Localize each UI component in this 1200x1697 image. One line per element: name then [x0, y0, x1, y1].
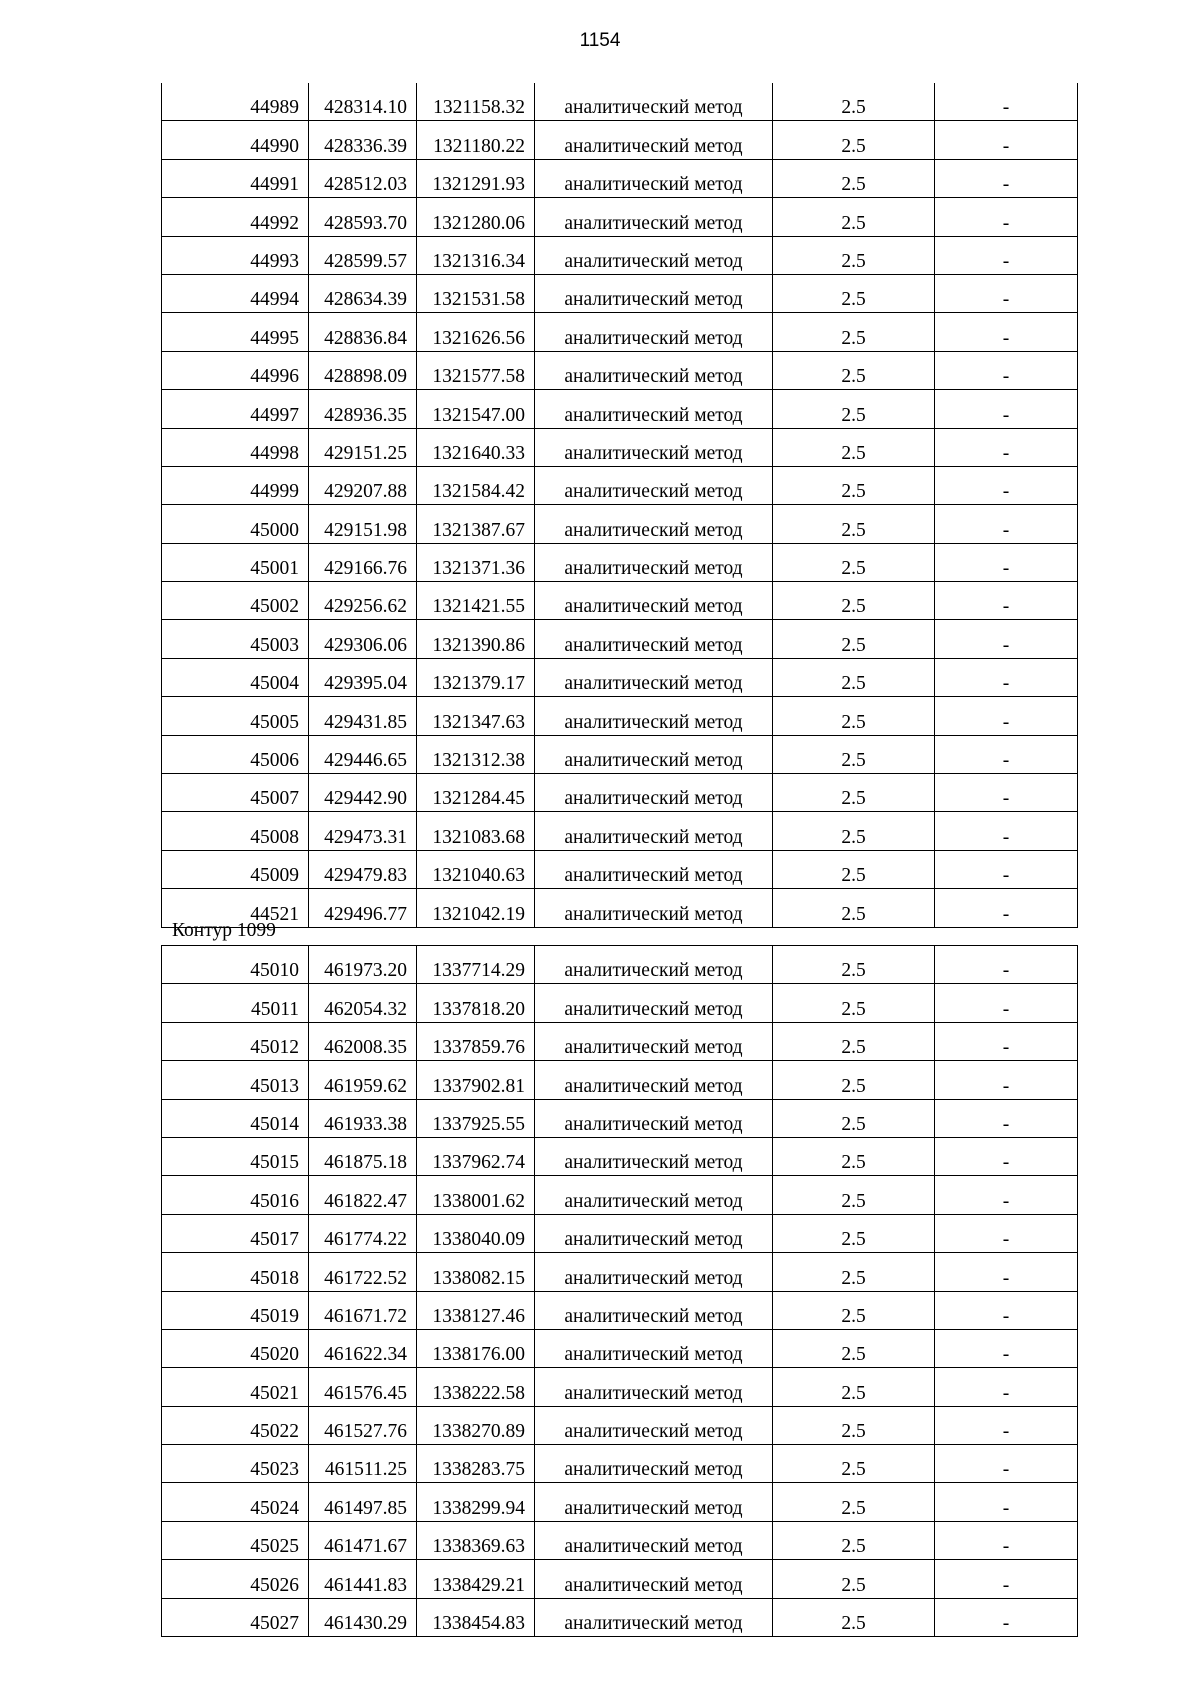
table-row [162, 390, 1078, 428]
x-coordinate-cell: 429306.06 [309, 620, 417, 658]
point-number-cell: 45012 [162, 1022, 309, 1060]
table-row [162, 946, 1078, 984]
table-row [162, 697, 1078, 735]
table-row [162, 1598, 1078, 1636]
point-number-cell: 44993 [162, 236, 309, 274]
table-row [162, 1022, 1078, 1060]
method-cell: аналитический метод [535, 390, 773, 428]
point-number-cell: 45020 [162, 1329, 309, 1367]
method-cell: аналитический метод [535, 466, 773, 504]
method-cell: аналитический метод [535, 1445, 773, 1483]
dash-cell: - [935, 505, 1078, 543]
table-row [162, 850, 1078, 888]
y-coordinate-cell: 1338283.75 [417, 1445, 535, 1483]
point-number-cell: 45019 [162, 1291, 309, 1329]
y-coordinate-cell: 1321280.06 [417, 198, 535, 236]
accuracy-cell: 2.5 [773, 658, 935, 696]
dash-cell: - [935, 1137, 1078, 1175]
y-coordinate-cell: 1338299.94 [417, 1483, 535, 1521]
dash-cell: - [935, 774, 1078, 812]
method-cell: аналитический метод [535, 1176, 773, 1214]
x-coordinate-cell: 429166.76 [309, 543, 417, 581]
method-cell: аналитический метод [535, 198, 773, 236]
point-number-cell: 45023 [162, 1445, 309, 1483]
point-number-cell: 45015 [162, 1137, 309, 1175]
x-coordinate-cell: 428836.84 [309, 313, 417, 351]
accuracy-cell: 2.5 [773, 1560, 935, 1598]
table-row [162, 543, 1078, 581]
table-row [162, 812, 1078, 850]
dash-cell: - [935, 946, 1078, 984]
method-cell: аналитический метод [535, 946, 773, 984]
accuracy-cell: 2.5 [773, 620, 935, 658]
coordinates-table-upper [161, 83, 1078, 928]
x-coordinate-cell: 429431.85 [309, 697, 417, 735]
dash-cell: - [935, 351, 1078, 389]
table-row [162, 658, 1078, 696]
accuracy-cell: 2.5 [773, 428, 935, 466]
table-row [162, 1521, 1078, 1559]
dash-cell: - [935, 1061, 1078, 1099]
x-coordinate-cell: 461722.52 [309, 1253, 417, 1291]
point-number-cell: 45011 [162, 984, 309, 1022]
point-number-cell: 45006 [162, 735, 309, 773]
point-number-cell: 45024 [162, 1483, 309, 1521]
dash-cell: - [935, 1560, 1078, 1598]
table-row [162, 774, 1078, 812]
method-cell: аналитический метод [535, 620, 773, 658]
y-coordinate-cell: 1338222.58 [417, 1368, 535, 1406]
x-coordinate-cell: 428599.57 [309, 236, 417, 274]
point-number-cell: 45027 [162, 1598, 309, 1636]
accuracy-cell: 2.5 [773, 1176, 935, 1214]
method-cell: аналитический метод [535, 1598, 773, 1636]
point-number-cell: 44989 [162, 83, 309, 121]
table-row [162, 984, 1078, 1022]
point-number-cell: 45000 [162, 505, 309, 543]
x-coordinate-cell: 461527.76 [309, 1406, 417, 1444]
point-number-cell: 45002 [162, 582, 309, 620]
point-number-cell: 45021 [162, 1368, 309, 1406]
y-coordinate-cell: 1321371.36 [417, 543, 535, 581]
dash-cell: - [935, 313, 1078, 351]
accuracy-cell: 2.5 [773, 697, 935, 735]
accuracy-cell: 2.5 [773, 889, 935, 927]
x-coordinate-cell: 429496.77 [309, 889, 417, 927]
y-coordinate-cell: 1338454.83 [417, 1598, 535, 1636]
x-coordinate-cell: 461471.67 [309, 1521, 417, 1559]
accuracy-cell: 2.5 [773, 735, 935, 773]
dash-cell: - [935, 1598, 1078, 1636]
accuracy-cell: 2.5 [773, 390, 935, 428]
accuracy-cell: 2.5 [773, 543, 935, 581]
point-number-cell: 45013 [162, 1061, 309, 1099]
method-cell: аналитический метод [535, 1560, 773, 1598]
y-coordinate-cell: 1321180.22 [417, 121, 535, 159]
table-row [162, 1445, 1078, 1483]
table-row [162, 1329, 1078, 1367]
dash-cell: - [935, 582, 1078, 620]
dash-cell: - [935, 735, 1078, 773]
table-row [162, 121, 1078, 159]
table-row [162, 1137, 1078, 1175]
point-number-cell: 45017 [162, 1214, 309, 1252]
dash-cell: - [935, 83, 1078, 121]
method-cell: аналитический метод [535, 274, 773, 312]
dash-cell: - [935, 1022, 1078, 1060]
accuracy-cell: 2.5 [773, 1099, 935, 1137]
method-cell: аналитический метод [535, 1406, 773, 1444]
y-coordinate-cell: 1321547.00 [417, 390, 535, 428]
x-coordinate-cell: 461671.72 [309, 1291, 417, 1329]
dash-cell: - [935, 466, 1078, 504]
method-cell: аналитический метод [535, 1022, 773, 1060]
y-coordinate-cell: 1321040.63 [417, 850, 535, 888]
y-coordinate-cell: 1337714.29 [417, 946, 535, 984]
method-cell: аналитический метод [535, 83, 773, 121]
x-coordinate-cell: 429207.88 [309, 466, 417, 504]
accuracy-cell: 2.5 [773, 236, 935, 274]
point-number-cell: 45018 [162, 1253, 309, 1291]
x-coordinate-cell: 461822.47 [309, 1176, 417, 1214]
method-cell: аналитический метод [535, 889, 773, 927]
y-coordinate-cell: 1337902.81 [417, 1061, 535, 1099]
method-cell: аналитический метод [535, 658, 773, 696]
x-coordinate-cell: 461973.20 [309, 946, 417, 984]
point-number-cell: 45001 [162, 543, 309, 581]
y-coordinate-cell: 1338127.46 [417, 1291, 535, 1329]
x-coordinate-cell: 428936.35 [309, 390, 417, 428]
point-number-cell: 45003 [162, 620, 309, 658]
point-number-cell: 45009 [162, 850, 309, 888]
dash-cell: - [935, 274, 1078, 312]
accuracy-cell: 2.5 [773, 946, 935, 984]
method-cell: аналитический метод [535, 236, 773, 274]
dash-cell: - [935, 1099, 1078, 1137]
x-coordinate-cell: 429473.31 [309, 812, 417, 850]
table-row [162, 313, 1078, 351]
dash-cell: - [935, 984, 1078, 1022]
method-cell: аналитический метод [535, 121, 773, 159]
x-coordinate-cell: 428593.70 [309, 198, 417, 236]
accuracy-cell: 2.5 [773, 1483, 935, 1521]
point-number-cell: 45026 [162, 1560, 309, 1598]
method-cell: аналитический метод [535, 1291, 773, 1329]
y-coordinate-cell: 1337925.55 [417, 1099, 535, 1137]
accuracy-cell: 2.5 [773, 83, 935, 121]
accuracy-cell: 2.5 [773, 582, 935, 620]
method-cell: аналитический метод [535, 543, 773, 581]
dash-cell: - [935, 198, 1078, 236]
point-number-cell: 44990 [162, 121, 309, 159]
method-cell: аналитический метод [535, 735, 773, 773]
accuracy-cell: 2.5 [773, 1022, 935, 1060]
y-coordinate-cell: 1321626.56 [417, 313, 535, 351]
coordinates-table-lower [161, 945, 1078, 1637]
dash-cell: - [935, 658, 1078, 696]
x-coordinate-cell: 428634.39 [309, 274, 417, 312]
dash-cell: - [935, 1214, 1078, 1252]
y-coordinate-cell: 1321640.33 [417, 428, 535, 466]
table-row [162, 582, 1078, 620]
table-row [162, 1214, 1078, 1252]
table-row [162, 351, 1078, 389]
point-number-cell: 45025 [162, 1521, 309, 1559]
method-cell: аналитический метод [535, 812, 773, 850]
accuracy-cell: 2.5 [773, 1598, 935, 1636]
y-coordinate-cell: 1337818.20 [417, 984, 535, 1022]
method-cell: аналитический метод [535, 313, 773, 351]
dash-cell: - [935, 1176, 1078, 1214]
x-coordinate-cell: 428314.10 [309, 83, 417, 121]
table-row [162, 466, 1078, 504]
y-coordinate-cell: 1338429.21 [417, 1560, 535, 1598]
point-number-cell: 44521 [162, 889, 309, 927]
point-number-cell: 44995 [162, 313, 309, 351]
method-cell: аналитический метод [535, 1214, 773, 1252]
dash-cell: - [935, 390, 1078, 428]
accuracy-cell: 2.5 [773, 1291, 935, 1329]
y-coordinate-cell: 1338082.15 [417, 1253, 535, 1291]
dash-cell: - [935, 121, 1078, 159]
accuracy-cell: 2.5 [773, 466, 935, 504]
dash-cell: - [935, 236, 1078, 274]
dash-cell: - [935, 1368, 1078, 1406]
table-row [162, 1176, 1078, 1214]
y-coordinate-cell: 1321577.58 [417, 351, 535, 389]
table-row [162, 1099, 1078, 1137]
accuracy-cell: 2.5 [773, 505, 935, 543]
table-row [162, 889, 1078, 927]
method-cell: аналитический метод [535, 505, 773, 543]
y-coordinate-cell: 1321083.68 [417, 812, 535, 850]
method-cell: аналитический метод [535, 159, 773, 197]
y-coordinate-cell: 1338040.09 [417, 1214, 535, 1252]
accuracy-cell: 2.5 [773, 812, 935, 850]
table-row [162, 1368, 1078, 1406]
y-coordinate-cell: 1321584.42 [417, 466, 535, 504]
x-coordinate-cell: 461511.25 [309, 1445, 417, 1483]
x-coordinate-cell: 462054.32 [309, 984, 417, 1022]
accuracy-cell: 2.5 [773, 159, 935, 197]
dash-cell: - [935, 1329, 1078, 1367]
method-cell: аналитический метод [535, 1329, 773, 1367]
point-number-cell: 44994 [162, 274, 309, 312]
method-cell: аналитический метод [535, 1061, 773, 1099]
y-coordinate-cell: 1337859.76 [417, 1022, 535, 1060]
table-row [162, 198, 1078, 236]
dash-cell: - [935, 850, 1078, 888]
method-cell: аналитический метод [535, 428, 773, 466]
dash-cell: - [935, 1483, 1078, 1521]
x-coordinate-cell: 429479.83 [309, 850, 417, 888]
dash-cell: - [935, 1253, 1078, 1291]
y-coordinate-cell: 1321387.67 [417, 505, 535, 543]
point-number-cell: 45005 [162, 697, 309, 735]
method-cell: аналитический метод [535, 850, 773, 888]
x-coordinate-cell: 461774.22 [309, 1214, 417, 1252]
y-coordinate-cell: 1338001.62 [417, 1176, 535, 1214]
point-number-cell: 45008 [162, 812, 309, 850]
accuracy-cell: 2.5 [773, 1214, 935, 1252]
x-coordinate-cell: 461622.34 [309, 1329, 417, 1367]
table-row [162, 428, 1078, 466]
y-coordinate-cell: 1321379.17 [417, 658, 535, 696]
point-number-cell: 45007 [162, 774, 309, 812]
point-number-cell: 44996 [162, 351, 309, 389]
x-coordinate-cell: 429151.25 [309, 428, 417, 466]
dash-cell: - [935, 159, 1078, 197]
accuracy-cell: 2.5 [773, 1253, 935, 1291]
y-coordinate-cell: 1321042.19 [417, 889, 535, 927]
method-cell: аналитический метод [535, 351, 773, 389]
table-row [162, 1291, 1078, 1329]
table-row [162, 1483, 1078, 1521]
point-number-cell: 44997 [162, 390, 309, 428]
accuracy-cell: 2.5 [773, 774, 935, 812]
y-coordinate-cell: 1321312.38 [417, 735, 535, 773]
accuracy-cell: 2.5 [773, 1061, 935, 1099]
method-cell: аналитический метод [535, 582, 773, 620]
point-number-cell: 44998 [162, 428, 309, 466]
accuracy-cell: 2.5 [773, 274, 935, 312]
table-row [162, 274, 1078, 312]
accuracy-cell: 2.5 [773, 1368, 935, 1406]
dash-cell: - [935, 697, 1078, 735]
x-coordinate-cell: 428336.39 [309, 121, 417, 159]
accuracy-cell: 2.5 [773, 1445, 935, 1483]
y-coordinate-cell: 1321390.86 [417, 620, 535, 658]
method-cell: аналитический метод [535, 1253, 773, 1291]
table-row [162, 1253, 1078, 1291]
x-coordinate-cell: 428898.09 [309, 351, 417, 389]
accuracy-cell: 2.5 [773, 1137, 935, 1175]
point-number-cell: 44999 [162, 466, 309, 504]
accuracy-cell: 2.5 [773, 1521, 935, 1559]
dash-cell: - [935, 543, 1078, 581]
dash-cell: - [935, 620, 1078, 658]
x-coordinate-cell: 429446.65 [309, 735, 417, 773]
y-coordinate-cell: 1338369.63 [417, 1521, 535, 1559]
x-coordinate-cell: 461959.62 [309, 1061, 417, 1099]
table-row [162, 1406, 1078, 1444]
table-row [162, 236, 1078, 274]
point-number-cell: 45004 [162, 658, 309, 696]
point-number-cell: 45016 [162, 1176, 309, 1214]
accuracy-cell: 2.5 [773, 850, 935, 888]
x-coordinate-cell: 461933.38 [309, 1099, 417, 1137]
method-cell: аналитический метод [535, 774, 773, 812]
method-cell: аналитический метод [535, 1137, 773, 1175]
table-row [162, 735, 1078, 773]
contour-label: Контур 1099 [172, 920, 276, 941]
x-coordinate-cell: 461430.29 [309, 1598, 417, 1636]
dash-cell: - [935, 1521, 1078, 1559]
method-cell: аналитический метод [535, 1368, 773, 1406]
point-number-cell: 45022 [162, 1406, 309, 1444]
accuracy-cell: 2.5 [773, 351, 935, 389]
accuracy-cell: 2.5 [773, 1329, 935, 1367]
x-coordinate-cell: 429151.98 [309, 505, 417, 543]
dash-cell: - [935, 1291, 1078, 1329]
y-coordinate-cell: 1321421.55 [417, 582, 535, 620]
table-row [162, 159, 1078, 197]
accuracy-cell: 2.5 [773, 313, 935, 351]
y-coordinate-cell: 1321158.32 [417, 83, 535, 121]
point-number-cell: 44992 [162, 198, 309, 236]
x-coordinate-cell: 428512.03 [309, 159, 417, 197]
table-row [162, 1560, 1078, 1598]
y-coordinate-cell: 1321284.45 [417, 774, 535, 812]
x-coordinate-cell: 461875.18 [309, 1137, 417, 1175]
page-number: 1154 [579, 30, 621, 51]
x-coordinate-cell: 429256.62 [309, 582, 417, 620]
dash-cell: - [935, 428, 1078, 466]
point-number-cell: 44991 [162, 159, 309, 197]
dash-cell: - [935, 1445, 1078, 1483]
method-cell: аналитический метод [535, 697, 773, 735]
point-number-cell: 45010 [162, 946, 309, 984]
accuracy-cell: 2.5 [773, 1406, 935, 1444]
y-coordinate-cell: 1321531.58 [417, 274, 535, 312]
table-row [162, 505, 1078, 543]
method-cell: аналитический метод [535, 1099, 773, 1137]
y-coordinate-cell: 1338270.89 [417, 1406, 535, 1444]
accuracy-cell: 2.5 [773, 121, 935, 159]
y-coordinate-cell: 1321291.93 [417, 159, 535, 197]
method-cell: аналитический метод [535, 1521, 773, 1559]
point-number-cell: 45014 [162, 1099, 309, 1137]
y-coordinate-cell: 1321347.63 [417, 697, 535, 735]
y-coordinate-cell: 1321316.34 [417, 236, 535, 274]
x-coordinate-cell: 461576.45 [309, 1368, 417, 1406]
accuracy-cell: 2.5 [773, 984, 935, 1022]
method-cell: аналитический метод [535, 984, 773, 1022]
y-coordinate-cell: 1338176.00 [417, 1329, 535, 1367]
x-coordinate-cell: 462008.35 [309, 1022, 417, 1060]
method-cell: аналитический метод [535, 1483, 773, 1521]
y-coordinate-cell: 1337962.74 [417, 1137, 535, 1175]
x-coordinate-cell: 429395.04 [309, 658, 417, 696]
dash-cell: - [935, 889, 1078, 927]
table-row [162, 83, 1078, 121]
x-coordinate-cell: 461497.85 [309, 1483, 417, 1521]
dash-cell: - [935, 812, 1078, 850]
dash-cell: - [935, 1406, 1078, 1444]
accuracy-cell: 2.5 [773, 198, 935, 236]
table-row [162, 620, 1078, 658]
table-row [162, 1061, 1078, 1099]
x-coordinate-cell: 429442.90 [309, 774, 417, 812]
x-coordinate-cell: 461441.83 [309, 1560, 417, 1598]
